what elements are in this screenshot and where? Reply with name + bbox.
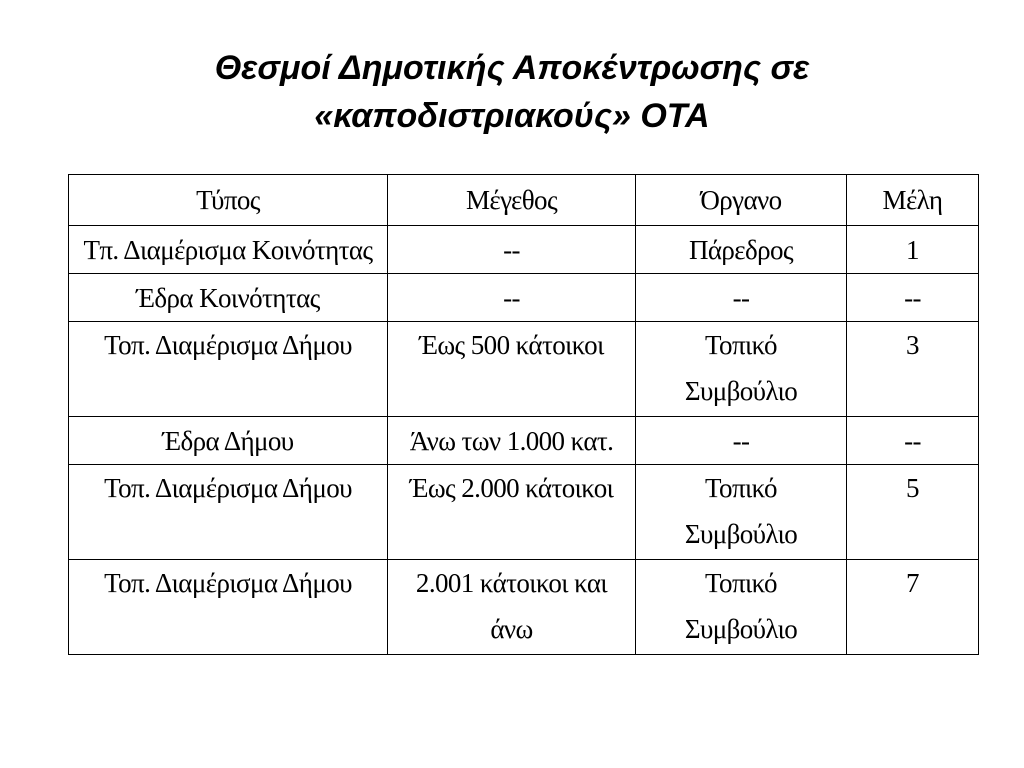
cell-organ-line: Συμβούλιο [684, 376, 798, 406]
cell-organ-line: Τοπικό [705, 568, 777, 598]
header-type: Τύπος [69, 175, 388, 226]
slide-title-line-2: «καποδιστριακούς» ΟΤΑ [314, 97, 710, 135]
cell-organ [636, 417, 847, 465]
cell-size-line: Έως 2.000 κάτοικοι [409, 473, 614, 503]
table-header-row [69, 175, 979, 226]
cell-type: Τοπ. Διαμέρισμα Δήμου [69, 465, 388, 560]
table-row [69, 417, 979, 465]
cell-size-line: άνω [490, 614, 533, 644]
table-row [69, 322, 979, 417]
header-organ: Όργανο [636, 175, 847, 226]
cell-members: 5 [847, 465, 979, 560]
cell-size-line: Άνω των 1.000 κατ. [409, 425, 614, 456]
cell-type: Τοπ. Διαμέρισμα Δήμου [69, 322, 388, 417]
header-members: Μέλη [847, 175, 979, 226]
table-row [69, 560, 979, 655]
cell-organ [636, 465, 847, 560]
cell-organ-line: Τοπικό [705, 473, 777, 503]
cell-size-line: Έως 500 κάτοικοι [419, 330, 604, 360]
cell-size-line: 2.001 κάτοικοι και [415, 568, 608, 598]
cell-organ-line: Συμβούλιο [684, 614, 798, 644]
table-row [69, 226, 979, 274]
cell-organ [636, 322, 847, 417]
cell-size [388, 417, 636, 465]
cell-size [388, 274, 636, 322]
cell-size-line: -- [503, 282, 520, 313]
cell-members: -- [847, 417, 979, 465]
cell-organ [636, 560, 847, 655]
cell-organ [636, 226, 847, 274]
cell-type: Έδρα Δήμου [69, 417, 388, 465]
cell-size [388, 465, 636, 560]
cell-size [388, 322, 636, 417]
table-row [69, 465, 979, 560]
cell-size [388, 560, 636, 655]
decentralization-table [68, 174, 979, 655]
cell-members: 1 [847, 226, 979, 274]
table-row [69, 274, 979, 322]
cell-organ-line: -- [732, 425, 750, 456]
cell-organ [636, 274, 847, 322]
slide-title-line-1: Θεσμοί Δημοτικής Αποκέντρωσης σε [214, 49, 810, 87]
cell-members: -- [847, 274, 979, 322]
cell-organ-line: Συμβούλιο [684, 519, 798, 549]
cell-size-line: -- [503, 234, 520, 265]
header-size: Μέγεθος [388, 175, 636, 226]
cell-organ-line: Πάρεδρος [688, 234, 794, 265]
cell-organ-line: Τοπικό [705, 330, 777, 360]
cell-size [388, 226, 636, 274]
cell-type: Τοπ. Διαμέρισμα Δήμου [69, 560, 388, 655]
cell-members: 3 [847, 322, 979, 417]
cell-members: 7 [847, 560, 979, 655]
cell-organ-line: -- [732, 282, 750, 313]
cell-type: Τπ. Διαμέρισμα Κοινότητας [69, 226, 388, 274]
cell-type: Έδρα Κοινότητας [69, 274, 388, 322]
slide-title [0, 44, 1024, 140]
